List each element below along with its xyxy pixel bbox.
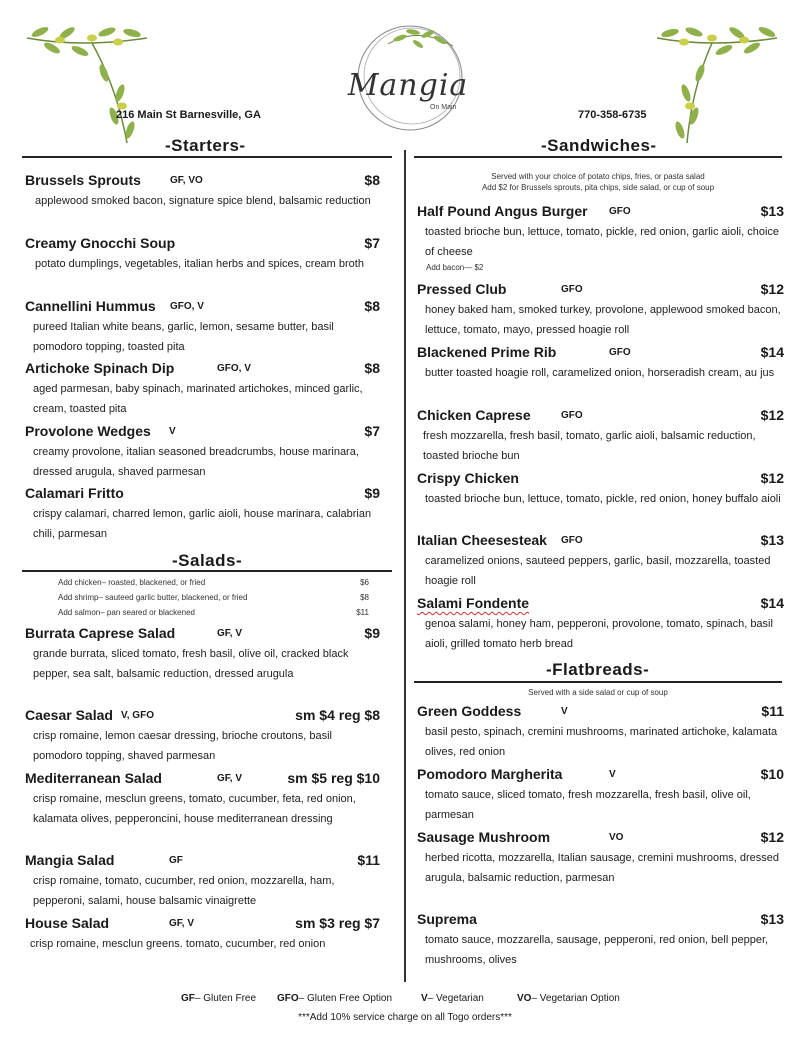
diet-tag: GF, V xyxy=(169,918,195,929)
item-name: Italian Cheesesteak xyxy=(417,532,547,548)
menu-item xyxy=(417,829,784,911)
item-name: Salami Fondente xyxy=(417,595,530,611)
diet-tag: V, GFO xyxy=(121,710,154,721)
item-name: Artichoke Spinach Dip xyxy=(25,360,175,376)
item-price: $13 xyxy=(760,911,784,927)
diet-tag: GFO xyxy=(561,535,583,546)
burger-addon-note: Add bacon— $2 xyxy=(426,263,484,272)
legend-key: VO xyxy=(517,993,532,1004)
item-description: honey baked ham, smoked turkey, provolone, applewood smoked bacon, lettuce, tomato, mayo, pressed hoagie roll xyxy=(425,304,781,336)
menu-item xyxy=(417,911,784,974)
menu-item xyxy=(417,407,784,470)
item-price: $12 xyxy=(760,470,784,486)
item-price: $12 xyxy=(760,281,784,297)
starters-list xyxy=(25,172,380,547)
menu-item xyxy=(25,235,380,298)
item-description: butter toasted hoagie roll, caramelized onion, horseradish cream, au jus xyxy=(425,367,775,379)
legend-key: V xyxy=(421,993,428,1004)
item-name: Creamy Gnocchi Soup xyxy=(25,235,176,251)
menu-item xyxy=(417,344,784,407)
menu-item xyxy=(25,852,380,915)
item-price: $13 xyxy=(760,532,784,548)
diet-tag: GF, V xyxy=(217,773,243,784)
flatbread-note: Served with a side salad or cup of soup xyxy=(528,688,668,697)
olive-branch-right-icon xyxy=(652,18,782,148)
item-name: Suprema xyxy=(417,911,477,927)
item-price: $10 xyxy=(760,766,784,782)
logo-wordmark: Mangia xyxy=(347,68,469,103)
item-price: $9 xyxy=(364,485,380,501)
item-description: crispy calamari, charred lemon, garlic aioli, house marinara, calabrian chili, parmesan xyxy=(33,508,372,540)
diet-tag: V xyxy=(169,426,176,437)
item-name: Cannellini Hummus xyxy=(25,298,156,314)
item-description: aged parmesan, baby spinach, marinated artichokes, minced garlic, cream, toasted pita xyxy=(33,383,363,415)
item-name: Provolone Wedges xyxy=(25,423,151,439)
menu-item xyxy=(25,915,380,955)
flatbreads-list xyxy=(417,703,784,974)
item-name: Chicken Caprese xyxy=(417,407,531,423)
item-price: $8 xyxy=(364,360,380,376)
salads-list xyxy=(25,625,380,955)
legend-gfo xyxy=(277,993,392,1004)
item-description: tomato sauce, sliced tomato, fresh mozzarella, fresh basil, olive oil, parmesan xyxy=(425,789,751,821)
menu-item xyxy=(417,281,784,344)
item-description: crisp romaine, mesclun greens, tomato, cucumber, feta, red onion, kalamata olives, pepperoncini, house mediterranean dressing xyxy=(33,793,356,825)
legend-gf xyxy=(181,993,256,1004)
item-price: $12 xyxy=(760,407,784,423)
menu-item xyxy=(25,770,380,852)
salads-rule xyxy=(22,570,392,572)
menu-item xyxy=(417,470,784,532)
restaurant-address: 216 Main St Barnesville, GA xyxy=(116,109,261,121)
item-description: toasted brioche bun, lettuce, tomato, pickle, red onion, garlic aioli, choice of cheese xyxy=(425,226,780,258)
item-price: $11 xyxy=(357,852,380,868)
logo-subtitle: On Main xyxy=(430,104,457,111)
item-price: $11 xyxy=(761,703,784,719)
legend-text: – Gluten Free xyxy=(194,993,257,1004)
menu-item xyxy=(417,703,784,766)
addon-row xyxy=(22,591,392,606)
addon-row xyxy=(22,606,392,621)
item-description: crisp romaine, mesclun greens. tomato, cucumber, red onion xyxy=(30,938,326,950)
addon-price: $11 xyxy=(356,608,369,617)
item-price: $14 xyxy=(760,344,784,360)
restaurant-phone: 770-358-6735 xyxy=(578,109,647,121)
item-description: herbed ricotta, mozzarella, Italian sausage, cremini mushrooms, dressed arugula, balsamic reduction, parmesan xyxy=(425,852,779,884)
item-price: sm $5 reg $10 xyxy=(287,770,380,786)
item-description: crisp romaine, tomato, cucumber, red onion, mozzarella, ham, pepperoni, salami, house balsamic vinaigrette xyxy=(33,875,335,907)
addon-row xyxy=(22,576,392,591)
addon-price: $6 xyxy=(360,578,369,587)
legend-key: GF xyxy=(181,993,195,1004)
legend-key: GFO xyxy=(277,993,299,1004)
sandwiches-list xyxy=(417,203,784,655)
item-price: $8 xyxy=(364,172,380,188)
legend-v xyxy=(421,993,484,1004)
sandwiches-rule xyxy=(414,156,782,158)
item-name: Caesar Salad xyxy=(25,707,113,723)
item-name: Crispy Chicken xyxy=(417,470,519,486)
item-name: Burrata Caprese Salad xyxy=(25,625,176,641)
item-name: Green Goddess xyxy=(417,703,522,719)
menu-item xyxy=(25,485,380,547)
diet-tag: GFO xyxy=(561,410,583,421)
item-name: Mangia Salad xyxy=(25,852,115,868)
item-price: $7 xyxy=(364,235,380,251)
sandwich-note: Served with your choice of potato chips, fries, or pasta salad xyxy=(491,172,705,181)
sandwiches-notes xyxy=(414,171,782,193)
starters-title: -Starters- xyxy=(165,136,246,155)
starters-rule xyxy=(22,156,392,158)
item-name: Blackened Prime Rib xyxy=(417,344,557,360)
item-description: applewood smoked bacon, signature spice blend, balsamic reduction xyxy=(35,195,371,207)
menu-item xyxy=(25,625,380,707)
item-name: Pressed Club xyxy=(417,281,507,297)
item-name: Calamari Fritto xyxy=(25,485,124,501)
menu-item xyxy=(25,423,380,485)
diet-tag: GFO xyxy=(609,347,631,358)
item-name: Mediterranean Salad xyxy=(25,770,162,786)
flatbreads-rule xyxy=(414,681,782,683)
diet-tag: V xyxy=(609,769,616,780)
legend-text: – Vegetarian Option xyxy=(531,993,620,1004)
item-price: sm $3 reg $7 xyxy=(295,915,380,931)
item-name: Sausage Mushroom xyxy=(417,829,551,845)
item-price: $14 xyxy=(760,595,784,611)
diet-tag: GFO xyxy=(609,206,631,217)
salad-addons xyxy=(22,576,392,621)
item-name: House Salad xyxy=(25,915,110,931)
diet-tag: VO xyxy=(609,832,624,843)
item-description: caramelized onions, sauteed peppers, garlic, basil, mozzarella, toasted hoagie roll xyxy=(425,555,771,587)
diet-tag: GFO, V xyxy=(217,363,251,374)
item-price: $12 xyxy=(760,829,784,845)
item-description: tomato sauce, mozzarella, sausage, pepperoni, red onion, bell pepper, mushrooms, olives xyxy=(425,934,769,966)
item-description: grande burrata, sliced tomato, fresh basil, olive oil, cracked black pepper, sea salt, balsamic reduction, dressed arugula xyxy=(33,648,349,680)
sandwiches-title: -Sandwiches- xyxy=(541,136,657,155)
menu-item xyxy=(417,766,784,829)
column-divider xyxy=(404,150,406,982)
item-price: $7 xyxy=(364,423,380,439)
menu-item xyxy=(417,532,784,595)
olive-branch-left-icon xyxy=(22,18,152,148)
item-description: genoa salami, honey ham, pepperoni, provolone, tomato, spinach, basil aioli, grilled tomato herb bread xyxy=(425,618,773,650)
diet-tag: GF xyxy=(169,855,183,866)
menu-item xyxy=(25,707,380,770)
item-price: $8 xyxy=(364,298,380,314)
item-description: potato dumplings, vegetables, italian herbs and spices, cream broth xyxy=(35,258,364,270)
diet-tag: GFO xyxy=(561,284,583,295)
item-description: crisp romaine, lemon caesar dressing, brioche croutons, basil pomodoro topping, shaved parmesan xyxy=(33,730,332,762)
togo-footnote: ***Add 10% service charge on all Togo orders*** xyxy=(298,1012,512,1023)
menu-item xyxy=(417,595,784,655)
legend-vo xyxy=(517,993,620,1004)
item-description: creamy provolone, italian seasoned breadcrumbs, house marinara, dressed arugula, shaved parmesan xyxy=(33,446,359,478)
addon-text: Add shrimp– sauteed garlic butter, blackened, or fried xyxy=(58,593,248,602)
menu-item xyxy=(25,172,380,235)
addon-text: Add salmon– pan seared or blackened xyxy=(58,608,195,617)
addon-price: $8 xyxy=(360,593,369,602)
item-price: $9 xyxy=(364,625,380,641)
diet-tag: V xyxy=(561,706,568,717)
legend-text: – Vegetarian xyxy=(427,993,484,1004)
item-price: $13 xyxy=(760,203,784,219)
item-description: toasted brioche bun, lettuce, tomato, pickle, red onion, honey buffalo aioli xyxy=(425,493,781,505)
item-description: pureed Italian white beans, garlic, lemon, sesame butter, basil pomodoro topping, toasted pita xyxy=(33,321,334,353)
menu-item xyxy=(25,298,380,360)
item-description: fresh mozzarella, fresh basil, tomato, garlic aioli, balsamic reduction, toasted brioche bun xyxy=(423,430,756,462)
item-price: sm $4 reg $8 xyxy=(295,707,380,723)
restaurant-logo xyxy=(338,16,478,140)
item-name: Brussels Sprouts xyxy=(25,172,141,188)
menu-item xyxy=(417,203,784,281)
flatbreads-title: -Flatbreads- xyxy=(546,660,650,679)
item-name: Half Pound Angus Burger xyxy=(417,203,588,219)
item-description: basil pesto, spinach, cremini mushrooms, marinated artichoke, kalamata olives, red onion xyxy=(425,726,778,758)
addon-text: Add chicken– roasted, blackened, or fried xyxy=(58,578,206,587)
diet-tag: GFO, V xyxy=(170,301,204,312)
salads-title: -Salads- xyxy=(172,551,243,570)
sandwich-addon-note: Add $2 for Brussels sprouts, pita chips, side salad, or cup of soup xyxy=(481,183,715,192)
diet-tag: GF, VO xyxy=(170,175,203,186)
legend-text: – Gluten Free Option xyxy=(298,993,393,1004)
menu-item xyxy=(25,360,380,423)
item-name: Pomodoro Margherita xyxy=(417,766,563,782)
diet-tag: GF, V xyxy=(217,628,243,639)
